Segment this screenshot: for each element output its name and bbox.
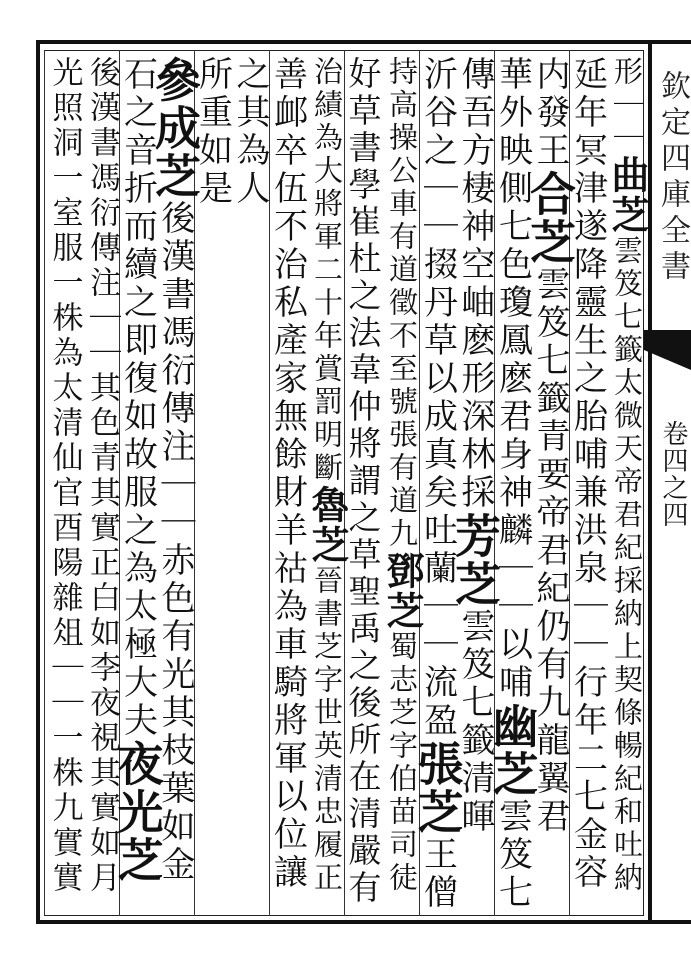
text-segment: 之其為人 [230,56,270,208]
text-segment: 雲笈七籤青要帝君紀仍有九龍翼君 [530,266,570,836]
text-column [110,56,165,884]
text-column [305,56,350,895]
text-segment: 蜀志芝字伯苗司徒 [385,631,419,895]
text-segment: 後漢書馮衍傳注｜｜其色青其實正白如李夜視其實如月 [84,56,120,896]
entry-heading: 魯芝 [305,485,350,565]
text-segment: 雲笈七 [492,798,533,912]
text-column [448,56,502,836]
text-column [343,56,383,907]
entry-heading: 張芝 [410,740,465,836]
text-segment: 好草書學崔杜之法韋仲將謂之草聖 [343,56,383,611]
text-column [84,56,118,896]
text-segment: 雲笈七籤太微天帝君紀採納上契條暢紀和吐納 [610,235,644,895]
text-column [485,56,540,912]
text-segment: 雲笈七籤清暉 [455,608,495,836]
entry-heading: 夜光芝 [110,740,165,884]
text-segment: 形｜｜ [610,56,644,155]
juan-label: 卷四之四 [658,420,688,528]
entry-heading: 曲芝 [605,155,650,235]
text-segment: 善䘏卒伍不治私產家無餘財 [267,56,308,512]
entry-heading: 參成芝 [148,56,202,200]
text-column [605,56,650,895]
text-segment: 羊祜為車騎將軍以位讓 [267,512,308,892]
band-bottom-rule [644,920,691,924]
text-segment: 光照洞一室服一株為太清仙官酉陽雜俎｜｜一株九實實 [46,56,83,896]
text-column [380,56,425,895]
running-title: 欽定四庫全書 [655,70,690,286]
text-segment: 石之音折而續之即復如故服之為太極大夫 [117,56,158,740]
text-segment: 晉書芝字世英清忠履正 [310,565,344,895]
text-segment: 傳吾方棲神空岫麽形深林採 [455,56,495,512]
entry-heading: 合芝 [523,170,577,266]
text-segment: 王僧 [417,836,458,912]
text-segment: 所重如是 [192,56,233,208]
entry-heading: 鄧芝 [380,551,425,631]
column-rule [44,50,45,916]
fishtail-mark-icon [644,330,691,370]
entry-heading: 幽芝 [485,702,540,798]
text-segment: 延年 [567,56,608,132]
text-column [46,56,83,896]
text-segment: 沂谷之｜｜掇丹草以成真矣 [417,56,458,512]
text-segment: 内發王 [530,56,570,170]
text-segment: 吐蘭｜｜流盈 [417,512,458,740]
text-segment: 禹之後所在清嚴有 [343,611,383,907]
band-top-rule [644,40,691,44]
text-segment: 後漢書馮衍傳注｜｜赤色有光其枝葉如金 [155,200,195,884]
text-segment: 側七色瓊鳳麽君身神麟｜｜以哺 [492,170,533,702]
entry-heading: 芳芝 [448,512,502,608]
text-segment: 持高操公車有道徵不至號張有道九 [385,56,419,551]
text-segment: 治績為大將軍二十年賞罰明斷 [310,56,344,485]
text-segment: 華外映 [492,56,533,170]
text-segment: 冥津遂降靈生之胎哺兼洪泉｜｜行年二七金容 [567,132,608,892]
text-column [267,56,308,892]
text-column [410,56,465,912]
text-column [230,56,270,208]
